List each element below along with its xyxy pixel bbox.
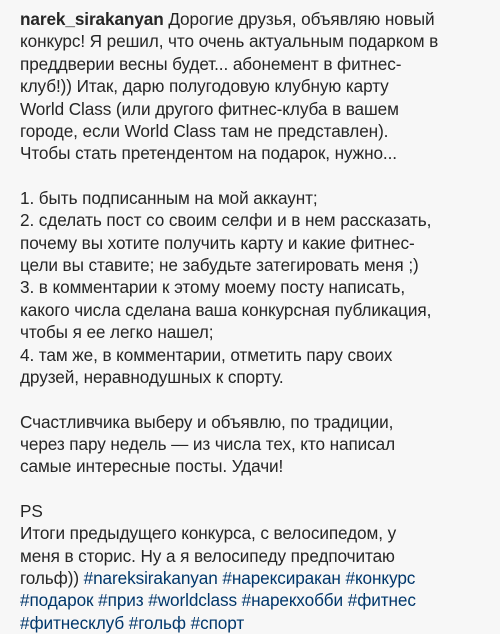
hashtag-link[interactable]: #nareksirakanyan: [83, 567, 218, 588]
rules-line: какого числа сделана ваша конкурсная публикация,: [20, 299, 432, 320]
rules-line: друзей, неравнодушных к спорту.: [20, 367, 284, 388]
hashtag-link[interactable]: #гольф: [128, 612, 186, 633]
outro-line: через пару недель — из числа тех, кто написал: [20, 433, 396, 454]
rules-line: 2. сделать пост со своим селфи и в нем рассказать,: [20, 210, 432, 231]
outro-line: самые интересные посты. Удачи!: [20, 456, 284, 477]
intro-line: Дорогие друзья, объявляю новый: [168, 9, 435, 29]
hashtag-link[interactable]: #нарексиракан: [222, 567, 341, 588]
ps-line: меня в сторис. Ну а я велосипеду предпочитаю: [20, 545, 395, 566]
caption-rules: [20, 187, 490, 389]
username-link[interactable]: narek_sirakanyan: [20, 9, 164, 29]
hashtag-link[interactable]: #фитнесклуб: [20, 612, 125, 633]
outro-line: Счастливчика выберу и объявлю, по традиции,: [20, 411, 394, 432]
intro-line: World Class (или другого фитнес-клуба в вашем: [20, 98, 399, 119]
intro-line: клуб!)) Итак, дарю полугодовую клубную карту: [20, 76, 389, 97]
caption-ps: [20, 500, 490, 634]
intro-line: городе, если World Class там не представлен).: [20, 121, 389, 142]
hashtag-link[interactable]: #подарок: [20, 590, 94, 611]
hashtag-link[interactable]: #спорт: [190, 612, 245, 633]
ps-line: гольф)): [20, 567, 84, 588]
paragraph-gap: [20, 389, 490, 411]
hashtag-link[interactable]: #worldclass: [148, 590, 237, 611]
intro-line: Чтобы стать претендентом на подарок, нужно...: [20, 143, 397, 164]
paragraph-gap: [20, 478, 490, 500]
caption-intro: [20, 8, 490, 165]
hashtag-link[interactable]: #фитнес: [347, 590, 416, 611]
intro-line: преддверии весны будет... абонемент в фитнес-: [20, 53, 402, 74]
hashtag-link[interactable]: #конкурс: [345, 567, 416, 588]
hashtag-link[interactable]: #нарекхобби: [241, 590, 344, 611]
ps-line: Итоги предыдущего конкурса, с велосипедом, у: [20, 523, 397, 544]
rules-line: цели вы ставите; не забудьте затегировать меня ;): [20, 255, 419, 276]
ps-label: PS: [20, 500, 43, 521]
rules-line: 3. в комментарии к этому моему посту написать,: [20, 277, 405, 298]
rules-line: почему вы хотите получить карту и какие фитнес-: [20, 232, 415, 253]
paragraph-gap: [20, 165, 490, 187]
intro-line: конкурс! Я решил, что очень актуальным подарком в: [20, 31, 439, 52]
caption-outro: [20, 411, 490, 478]
rules-line: чтобы я ее легко нашел;: [20, 322, 214, 343]
rules-line: 4. там же, в комментарии, отметить пару своих: [20, 344, 393, 365]
rules-line: 1. быть подписанным на мой аккаунт;: [20, 187, 318, 208]
hashtag-link[interactable]: #приз: [98, 590, 144, 611]
